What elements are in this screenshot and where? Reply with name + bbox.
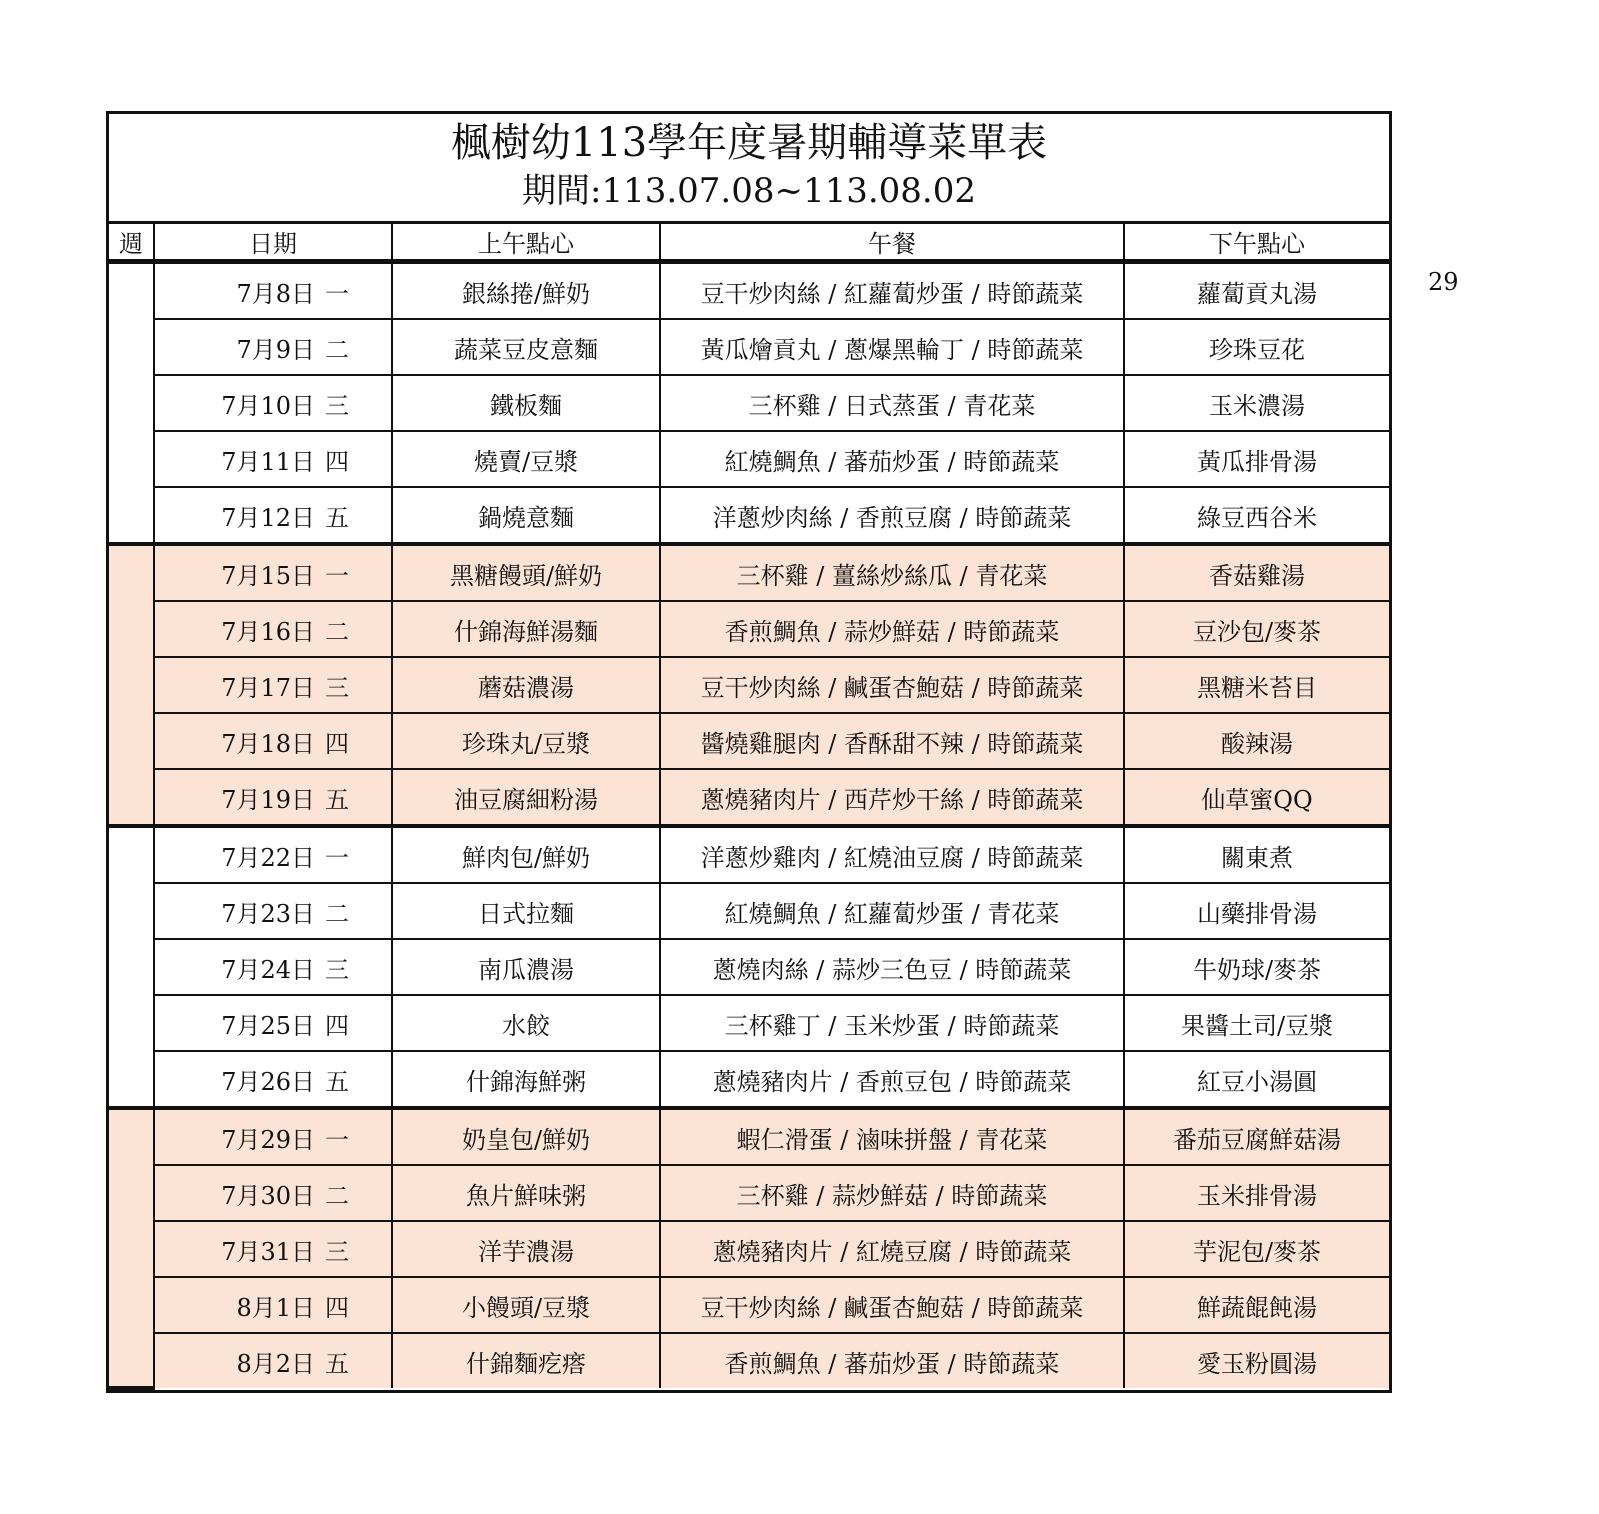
table-row [109,375,1389,431]
lunch-cell: 醬燒雞腿肉 / 香酥甜不辣 / 時節蔬菜 [660,713,1124,769]
period-label: 期間:113.07.08~113.08.02 [521,171,977,211]
date-text: 7月26日 [221,1067,315,1096]
afternoon-snack-cell: 果醬土司/豆漿 [1124,995,1389,1051]
weekday-text: 四 [325,447,349,476]
date-text: 7月31日 [221,1237,315,1266]
header-date: 日期 [154,224,392,262]
header-morning-snack: 上午點心 [392,224,660,262]
date-text: 7月16日 [221,617,315,646]
date-cell [154,544,392,601]
date-cell [154,995,392,1051]
lunch-cell: 豆干炒肉絲 / 鹹蛋杏鮑菇 / 時節蔬菜 [660,657,1124,713]
table-row [109,1108,1389,1165]
weekday-text: 二 [325,617,349,646]
weekday-text: 四 [325,1011,349,1040]
morning-snack-cell: 燒賣/豆漿 [392,431,660,487]
date-cell [154,1051,392,1108]
date-cell [154,657,392,713]
morning-snack-cell: 什錦海鮮粥 [392,1051,660,1108]
lunch-cell: 黃瓜燴貢丸 / 蔥爆黑輪丁 / 時節蔬菜 [660,319,1124,375]
morning-snack-cell: 奶皇包/鮮奶 [392,1108,660,1165]
date-cell [154,262,392,320]
date-cell [154,1221,392,1277]
lunch-cell: 豆干炒肉絲 / 紅蘿蔔炒蛋 / 時節蔬菜 [660,262,1124,320]
header-week: 週 [109,224,154,262]
morning-snack-cell: 南瓜濃湯 [392,939,660,995]
table-row [109,1165,1389,1221]
lunch-cell: 洋蔥炒肉絲 / 香煎豆腐 / 時節蔬菜 [660,487,1124,544]
afternoon-snack-cell: 芋泥包/麥茶 [1124,1221,1389,1277]
header-lunch: 午餐 [660,224,1124,262]
lunch-cell: 蔥燒豬肉片 / 紅燒豆腐 / 時節蔬菜 [660,1221,1124,1277]
morning-snack-cell: 鍋燒意麵 [392,487,660,544]
table-row [109,657,1389,713]
date-text: 7月9日 [236,335,315,364]
table-row [109,995,1389,1051]
weekday-text: 三 [325,673,349,702]
table-row [109,1333,1389,1388]
table-row [109,826,1389,883]
date-text: 7月12日 [221,503,315,532]
afternoon-snack-cell: 鮮蔬餛飩湯 [1124,1277,1389,1333]
morning-snack-cell: 黑糖饅頭/鮮奶 [392,544,660,601]
week-cell [109,544,154,826]
table-row [109,601,1389,657]
week-cell [109,826,154,1108]
afternoon-snack-cell: 仙草蜜QQ [1124,769,1389,826]
weekday-text: 一 [325,843,349,872]
lunch-cell: 三杯雞 / 薑絲炒絲瓜 / 青花菜 [660,544,1124,601]
lunch-cell: 香煎鯛魚 / 蒜炒鮮菇 / 時節蔬菜 [660,601,1124,657]
morning-snack-cell: 小饅頭/豆漿 [392,1277,660,1333]
table-row [109,431,1389,487]
table-row [109,713,1389,769]
table-row [109,1277,1389,1333]
afternoon-snack-cell: 牛奶球/麥茶 [1124,939,1389,995]
date-text: 7月29日 [221,1125,315,1154]
afternoon-snack-cell: 酸辣湯 [1124,713,1389,769]
date-text: 7月22日 [221,843,315,872]
morning-snack-cell: 洋芋濃湯 [392,1221,660,1277]
date-cell [154,1277,392,1333]
lunch-cell: 蔥燒肉絲 / 蒜炒三色豆 / 時節蔬菜 [660,939,1124,995]
lunch-cell: 三杯雞 / 日式蒸蛋 / 青花菜 [660,375,1124,431]
date-text: 7月23日 [221,899,315,928]
lunch-cell: 蔥燒豬肉片 / 西芹炒干絲 / 時節蔬菜 [660,769,1124,826]
menu-sheet [106,111,1392,1393]
date-text: 7月8日 [236,279,315,308]
title-block [109,114,1389,224]
week-cell [109,262,154,545]
table-row [109,487,1389,544]
afternoon-snack-cell: 關東煮 [1124,826,1389,883]
date-cell [154,431,392,487]
lunch-cell: 三杯雞丁 / 玉米炒蛋 / 時節蔬菜 [660,995,1124,1051]
weekday-text: 五 [325,785,349,814]
afternoon-snack-cell: 愛玉粉圓湯 [1124,1333,1389,1388]
header-row [109,224,1389,262]
date-text: 7月19日 [221,785,315,814]
weekday-text: 二 [325,899,349,928]
lunch-cell: 蝦仁滑蛋 / 滷味拼盤 / 青花菜 [660,1108,1124,1165]
header-afternoon-snack: 下午點心 [1124,224,1389,262]
morning-snack-cell: 什錦海鮮湯麵 [392,601,660,657]
date-text: 7月11日 [221,447,315,476]
afternoon-snack-cell: 黃瓜排骨湯 [1124,431,1389,487]
table-row [109,1221,1389,1277]
afternoon-snack-cell: 香菇雞湯 [1124,544,1389,601]
weekday-text: 二 [325,1181,349,1210]
date-cell [154,1108,392,1165]
date-cell [154,939,392,995]
weekday-text: 三 [325,391,349,420]
lunch-cell: 洋蔥炒雞肉 / 紅燒油豆腐 / 時節蔬菜 [660,826,1124,883]
morning-snack-cell: 什錦麵疙瘩 [392,1333,660,1388]
morning-snack-cell: 蘑菇濃湯 [392,657,660,713]
afternoon-snack-cell: 黑糖米苔目 [1124,657,1389,713]
morning-snack-cell: 魚片鮮味粥 [392,1165,660,1221]
table-row [109,939,1389,995]
lunch-cell: 紅燒鯛魚 / 蕃茄炒蛋 / 時節蔬菜 [660,431,1124,487]
weekday-text: 五 [325,503,349,532]
afternoon-snack-cell: 玉米濃湯 [1124,375,1389,431]
date-text: 7月18日 [221,729,315,758]
date-cell [154,1333,392,1388]
table-row [109,769,1389,826]
table-row [109,262,1389,320]
morning-snack-cell: 蔬菜豆皮意麵 [392,319,660,375]
weekday-text: 一 [325,1125,349,1154]
date-text: 7月24日 [221,955,315,984]
date-text: 7月30日 [221,1181,315,1210]
lunch-cell: 紅燒鯛魚 / 紅蘿蔔炒蛋 / 青花菜 [660,883,1124,939]
table-row [109,319,1389,375]
afternoon-snack-cell: 蘿蔔貢丸湯 [1124,262,1389,320]
table-row [109,544,1389,601]
lunch-cell: 豆干炒肉絲 / 鹹蛋杏鮑菇 / 時節蔬菜 [660,1277,1124,1333]
date-cell [154,713,392,769]
lunch-cell: 香煎鯛魚 / 蕃茄炒蛋 / 時節蔬菜 [660,1333,1124,1388]
morning-snack-cell: 鐵板麵 [392,375,660,431]
afternoon-snack-cell: 玉米排骨湯 [1124,1165,1389,1221]
menu-table [109,224,1389,1390]
weekday-text: 一 [325,561,349,590]
morning-snack-cell: 水餃 [392,995,660,1051]
afternoon-snack-cell: 山藥排骨湯 [1124,883,1389,939]
lunch-cell: 蔥燒豬肉片 / 香煎豆包 / 時節蔬菜 [660,1051,1124,1108]
afternoon-snack-cell: 紅豆小湯圓 [1124,1051,1389,1108]
date-cell [154,769,392,826]
weekday-text: 一 [325,279,349,308]
week-cell [109,1108,154,1388]
date-text: 7月25日 [221,1011,315,1040]
side-number: 29 [1428,268,1459,296]
date-text: 8月2日 [236,1349,315,1378]
morning-snack-cell: 珍珠丸/豆漿 [392,713,660,769]
lunch-cell: 三杯雞 / 蒜炒鮮菇 / 時節蔬菜 [660,1165,1124,1221]
date-cell [154,601,392,657]
table-row [109,883,1389,939]
date-cell [154,1165,392,1221]
page-title: 楓樹幼113學年度暑期輔導菜單表 [450,120,1048,166]
morning-snack-cell: 日式拉麵 [392,883,660,939]
date-cell [154,319,392,375]
menu-body [109,262,1389,1389]
date-text: 8月1日 [236,1293,315,1322]
date-text: 7月10日 [221,391,315,420]
weekday-text: 四 [325,729,349,758]
afternoon-snack-cell: 豆沙包/麥茶 [1124,601,1389,657]
date-text: 7月15日 [221,561,315,590]
date-cell [154,883,392,939]
weekday-text: 五 [325,1349,349,1378]
morning-snack-cell: 油豆腐細粉湯 [392,769,660,826]
afternoon-snack-cell: 綠豆西谷米 [1124,487,1389,544]
weekday-text: 三 [325,1237,349,1266]
weekday-text: 五 [325,1067,349,1096]
afternoon-snack-cell: 番茄豆腐鮮菇湯 [1124,1108,1389,1165]
date-cell [154,487,392,544]
date-text: 7月17日 [221,673,315,702]
date-cell [154,826,392,883]
afternoon-snack-cell: 珍珠豆花 [1124,319,1389,375]
weekday-text: 三 [325,955,349,984]
weekday-text: 二 [325,335,349,364]
date-cell [154,375,392,431]
morning-snack-cell: 鮮肉包/鮮奶 [392,826,660,883]
table-row [109,1051,1389,1108]
weekday-text: 四 [325,1293,349,1322]
morning-snack-cell: 銀絲捲/鮮奶 [392,262,660,320]
